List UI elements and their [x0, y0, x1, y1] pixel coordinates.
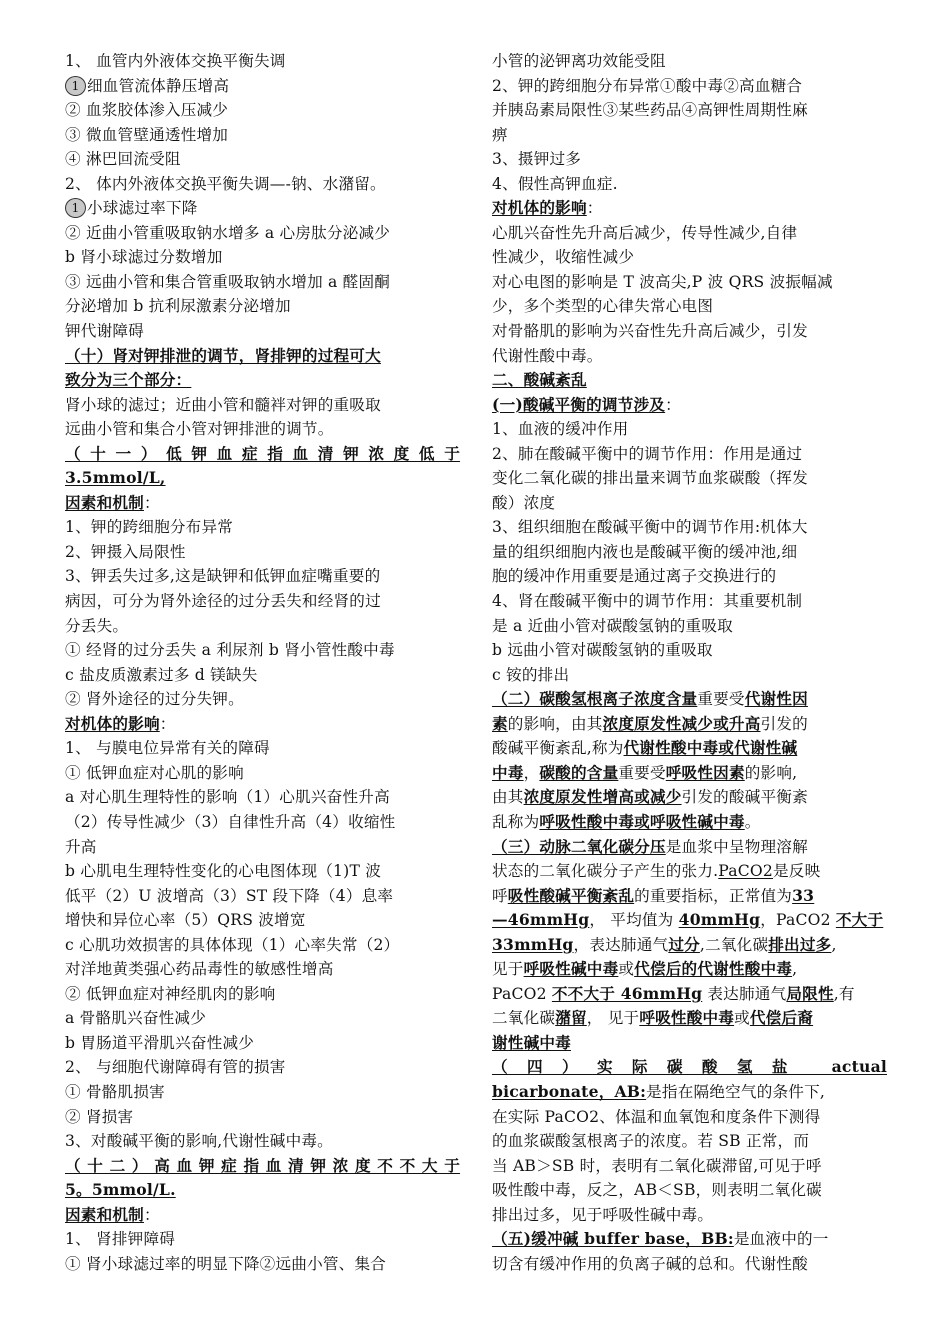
- text-segment: 是血浆中呈物理溶解: [665, 837, 808, 856]
- text-line: [492, 663, 887, 688]
- text-line: [65, 884, 460, 909]
- circled-number-marker: 1: [65, 76, 86, 96]
- emphasized-text: （四）实际碳酸氢盐 actual: [492, 1057, 887, 1077]
- text-line: [492, 589, 887, 614]
- text-line: [65, 319, 460, 344]
- text-segment: 2、 体内外液体交换平衡失调—-钠、水潴留。: [65, 174, 386, 193]
- text-segment: ：: [143, 1205, 160, 1224]
- text-segment: ① 低钾血症对心肌的影响: [65, 763, 244, 782]
- text-segment: ② 肾损害: [65, 1107, 134, 1126]
- text-segment: 分泌增加 b 抗利尿激素分泌增加: [65, 297, 291, 316]
- text-line: [65, 1105, 460, 1130]
- text-line: [492, 1006, 887, 1031]
- text-line: [65, 614, 460, 639]
- text-line: [65, 663, 460, 688]
- emphasized-text: 吸性酸碱平衡紊乱: [507, 885, 635, 905]
- text-line: [65, 368, 460, 393]
- emphasized-text: 对机体的影响: [65, 713, 160, 733]
- text-line: [65, 1031, 460, 1056]
- text-line: [492, 1129, 887, 1154]
- text-segment: b 肾小球滤过分数增加: [65, 248, 223, 267]
- text-segment: ② 肾外途径的过分失钾。: [65, 690, 244, 709]
- text-line: [492, 1154, 887, 1179]
- text-line: [492, 1105, 887, 1130]
- emphasized-text: 中毒: [492, 762, 524, 782]
- emphasized-text: (一)酸碱平衡的调节涉及: [492, 394, 666, 414]
- text-segment: 在实际 PaCO2、体温和血氧饱和度条件下测得: [492, 1107, 821, 1126]
- emphasized-text: PaCO2: [718, 862, 774, 881]
- emphasized-text: 3.5mmol/L,: [65, 468, 166, 488]
- text-line: [492, 98, 887, 123]
- text-line: [492, 908, 887, 933]
- emphasized-text: 代偿后的代谢性酸中毒: [634, 959, 793, 979]
- emphasized-text: 代谢性因: [744, 689, 808, 709]
- text-line: [492, 1227, 887, 1252]
- text-line: [492, 466, 887, 491]
- text-segment: 引发的酸碱平衡紊: [681, 788, 808, 807]
- text-line: [492, 1178, 887, 1203]
- emphasized-text: 33mmHg: [492, 934, 574, 954]
- text-line: [65, 294, 460, 319]
- text-segment: c 心肌功效损害的具体体现（1）心率失常（2）: [65, 935, 400, 954]
- text-segment: ，PaCO2: [760, 911, 836, 930]
- text-segment: ：: [665, 395, 681, 414]
- text-segment: 增快和异位心率（5）QRS 波增宽: [65, 911, 306, 930]
- text-line: [65, 712, 460, 737]
- text-segment: 乱称为: [492, 812, 540, 831]
- text-line: [492, 785, 887, 810]
- emphasized-text: 致分为三个部分：: [65, 370, 192, 390]
- emphasized-text: 因素和机制: [65, 492, 144, 512]
- text-segment: 4、肾在酸碱平衡中的调节作用：其重要机制: [492, 592, 803, 611]
- text-line: [492, 884, 887, 909]
- emphasized-text: 二、酸碱紊乱: [492, 370, 587, 390]
- text-line: [65, 1154, 460, 1179]
- emphasized-text: 过分: [668, 934, 700, 954]
- text-line: [492, 196, 887, 221]
- text-segment: 酸）浓度: [492, 493, 556, 512]
- text-line: [492, 1080, 887, 1105]
- emphasized-text: 40mmHg: [678, 910, 761, 930]
- text-line: [492, 614, 887, 639]
- text-line: [65, 344, 460, 369]
- text-segment: 见于: [492, 960, 524, 979]
- text-segment: a 骨骼肌兴奋性减少: [65, 1009, 207, 1028]
- text-segment: 3、对酸碱平衡的影响,代谢性碱中毒。: [65, 1132, 333, 1151]
- text-segment: 呼: [492, 886, 508, 905]
- text-line: [492, 540, 887, 565]
- text-line: [65, 466, 460, 491]
- text-line: [65, 1227, 460, 1252]
- text-segment: ：: [159, 714, 176, 733]
- text-line: [492, 147, 887, 172]
- text-segment: 少，多个类型的心律失常心电图: [492, 297, 714, 316]
- text-segment: 二氧化碳: [492, 1009, 556, 1028]
- text-segment: 是反映: [773, 862, 821, 881]
- left-column: [65, 49, 460, 1276]
- text-segment: ，表达肺通气: [573, 935, 669, 954]
- text-line: [492, 810, 887, 835]
- text-segment: ， 平均值为: [589, 911, 679, 930]
- text-segment: 的血浆碳酸氢根离子的浓度。若 SB 正常，而: [492, 1132, 810, 1151]
- text-segment: ① 骨骼肌损害: [65, 1082, 165, 1101]
- text-line: [65, 785, 460, 810]
- emphasized-text: 33: [792, 885, 815, 905]
- emphasized-text: —46mmHg: [492, 910, 590, 930]
- text-segment: 表达肺通气: [702, 984, 787, 1003]
- text-segment: 细血管流体静压增高: [87, 76, 230, 95]
- text-line: [65, 1178, 460, 1203]
- text-segment: 胞的缓冲作用重要是通过离子交换进行的: [492, 567, 777, 586]
- text-segment: 远曲小管和集合小管对钾排泄的调节。: [65, 420, 334, 439]
- text-segment: ：: [143, 493, 160, 512]
- text-segment: 是血液中的一: [733, 1230, 829, 1249]
- text-line: [492, 245, 887, 270]
- emphasized-text: 对机体的影响: [492, 198, 587, 218]
- text-segment: 1、 血管内外液体交换平衡失调: [65, 52, 286, 70]
- text-segment: 或: [734, 1009, 750, 1028]
- text-line: [65, 1055, 460, 1080]
- text-line: [65, 1203, 460, 1228]
- text-segment: ③ 远曲小管和集合管重吸取钠水增加 a 醛固酮: [65, 272, 391, 291]
- text-segment: 的影响，由其: [507, 714, 603, 733]
- emphasized-text: （五)缓冲碱 buffer base，BB:: [492, 1229, 734, 1249]
- emphasized-text: 排出过多: [768, 934, 832, 954]
- text-segment: ,二氧化碳: [699, 935, 769, 954]
- text-segment: 并胰岛素局限性③某些药品④高钾性周期性麻: [492, 101, 808, 120]
- text-segment: 3、摄钾过多: [492, 150, 582, 169]
- text-segment: ① 肾小球滤过率的明显下降②远曲小管、集合: [65, 1254, 387, 1273]
- text-segment: 对洋地黄类强心药品毒性的敏感性增高: [65, 960, 334, 979]
- emphasized-text: 碳酸的含量: [539, 762, 619, 782]
- text-line: [492, 515, 887, 540]
- emphasized-text: （十一）低钾血症指血清钾浓度低于: [65, 443, 460, 463]
- text-segment: 量的组织细胞内液也是酸碱平衡的缓冲池,细: [492, 542, 798, 561]
- emphasized-text: 浓度原发性减少或升高: [602, 713, 761, 733]
- text-line: [65, 221, 460, 246]
- text-segment: 或: [618, 960, 635, 979]
- text-line: [65, 589, 460, 614]
- text-line: [492, 393, 887, 418]
- emphasized-text: 代偿后裔: [749, 1008, 814, 1028]
- text-line: [65, 442, 460, 467]
- text-line: [492, 344, 887, 369]
- text-segment: ③ 微血管壁通透性增加: [65, 125, 229, 144]
- text-segment: 对心电图的影响是 T 波高尖,P 波 QRS 波振幅减: [492, 272, 833, 291]
- text-segment: 病因，可分为肾外途径的过分丢失和经肾的过: [65, 592, 381, 611]
- text-line: [65, 957, 460, 982]
- text-segment: ,: [831, 935, 837, 954]
- right-column: [492, 49, 887, 1276]
- emphasized-text: 呼吸性因素: [665, 762, 745, 782]
- emphasized-text: （十）肾对钾排泄的调节，肾排钾的过程可大: [65, 345, 381, 365]
- text-segment: b 胃肠道平滑肌兴奋性减少: [65, 1033, 255, 1052]
- text-segment: 小球滤过率下降: [87, 199, 198, 218]
- text-segment: 排出过多，见于呼吸性碱中毒。: [492, 1205, 714, 1224]
- text-segment: 2、钾摄入局限性: [65, 542, 186, 561]
- emphasized-text: 潴留: [555, 1008, 587, 1028]
- text-line: [65, 761, 460, 786]
- text-line: [492, 736, 887, 761]
- text-line: [65, 1080, 460, 1105]
- text-segment: 是指在隔绝空气的条件下,: [646, 1082, 826, 1101]
- text-line: [492, 712, 887, 737]
- text-segment: 1、 肾排钾障碍: [65, 1230, 176, 1249]
- text-segment: 痹: [492, 125, 508, 144]
- text-segment: PaCO2: [492, 984, 552, 1003]
- emphasized-text: 谢性碱中毒: [492, 1032, 571, 1052]
- text-segment: 的影响,: [744, 763, 798, 782]
- text-segment: 3、组织细胞在酸碱平衡中的调节作用:机体大: [492, 518, 808, 537]
- text-segment: 升高: [65, 837, 97, 856]
- text-segment: 2、 与细胞代谢障碍有管的损害: [65, 1058, 286, 1077]
- text-line: [65, 98, 460, 123]
- text-line: [65, 270, 460, 295]
- emphasized-text: 呼吸性碱中毒: [523, 959, 619, 979]
- text-line: [492, 294, 887, 319]
- text-line: [492, 123, 887, 148]
- text-line: [492, 933, 887, 958]
- text-segment: 分丢失。: [65, 616, 129, 635]
- text-line: [65, 491, 460, 516]
- text-segment: 当 AB＞SB 时，表明有二氧化碳滞留,可见于呼: [492, 1156, 822, 1175]
- text-segment: 酸碱平衡紊乱,称为: [492, 739, 624, 758]
- text-segment: a 对心肌生理特性的影响（1）心肌兴奋性升高: [65, 788, 390, 807]
- text-line: [492, 859, 887, 884]
- emphasized-text: 不大于: [835, 910, 884, 930]
- text-segment: 代谢性酸中毒。: [492, 346, 603, 365]
- emphasized-text: 素: [492, 713, 508, 733]
- text-line: [492, 1203, 887, 1228]
- text-segment: 切含有缓冲作用的负离子碱的总和。代谢性酸: [492, 1254, 808, 1273]
- text-line: [492, 835, 887, 860]
- emphasized-text: 不不大于 46mmHg: [551, 983, 703, 1003]
- text-line: [492, 1252, 887, 1277]
- emphasized-text: （三）动脉二氧化碳分压: [492, 836, 666, 856]
- text-segment: 对骨骼肌的影响为兴奋性先升高后减少，引发: [492, 322, 808, 341]
- text-segment: ② 血浆胶体渗入压减少: [65, 101, 229, 120]
- text-segment: 钾代谢障碍: [65, 322, 144, 341]
- text-line: [492, 442, 887, 467]
- text-segment: 由其: [492, 788, 524, 807]
- text-segment: 4、假性高钾血症.: [492, 174, 618, 193]
- text-segment: 是 a 近曲小管对碳酸氢钠的重吸取: [492, 616, 733, 635]
- text-line: [492, 1031, 887, 1056]
- text-line: [65, 982, 460, 1007]
- text-segment: 肾小球的滤过；近曲小管和髓袢对钾的重吸取: [65, 395, 381, 414]
- text-segment: ,: [792, 960, 798, 979]
- emphasized-text: 局限性: [786, 983, 834, 1003]
- text-line: [65, 1252, 460, 1277]
- text-line: [65, 908, 460, 933]
- text-segment: 重要受: [618, 763, 666, 782]
- text-segment: 2、肺在酸碱平衡中的调节作用：作用是通过: [492, 444, 803, 463]
- text-segment: 性减少，收缩性减少: [492, 248, 635, 267]
- text-segment: 重要受: [697, 690, 745, 709]
- text-line: [492, 491, 887, 516]
- text-segment: ① 经肾的过分丢失 a 利尿剂 b 肾小管性酸中毒: [65, 641, 395, 660]
- emphasized-text: 浓度原发性增高或减少: [523, 787, 682, 807]
- text-line: [492, 49, 887, 74]
- text-line: [492, 687, 887, 712]
- text-segment: 。: [744, 812, 761, 831]
- emphasized-text: 呼吸性酸中毒: [639, 1008, 735, 1028]
- text-line: [65, 564, 460, 589]
- emphasized-text: （二）碳酸氢根离子浓度含量: [492, 689, 698, 709]
- emphasized-text: 代谢性酸中毒或代谢性碱: [623, 738, 798, 758]
- text-segment: 状态的二氧化碳分子产生的张力.: [492, 862, 719, 881]
- text-line: [65, 74, 460, 99]
- text-segment: b 远曲小管对碳酸氢钠的重吸取: [492, 641, 713, 660]
- text-line: [65, 687, 460, 712]
- text-line: [492, 74, 887, 99]
- text-line: [492, 564, 887, 589]
- text-segment: ④ 淋巴回流受阻: [65, 150, 181, 169]
- text-segment: 2、钾的跨细胞分布异常①酸中毒②高血糖合: [492, 76, 803, 95]
- text-line: [65, 810, 460, 835]
- text-line: [492, 1055, 887, 1080]
- text-line: [65, 736, 460, 761]
- text-segment: 小管的泌钾离功效能受阻: [492, 52, 666, 70]
- emphasized-text: bicarbonate，AB:: [492, 1081, 647, 1101]
- text-segment: 心肌兴奋性先升高后减少，传导性减少,自律: [492, 223, 798, 242]
- text-line: [65, 638, 460, 663]
- text-line: [492, 638, 887, 663]
- text-line: [492, 172, 887, 197]
- text-line: [65, 515, 460, 540]
- text-line: [492, 319, 887, 344]
- emphasized-text: 呼吸性酸中毒或呼吸性碱中毒: [539, 811, 745, 831]
- text-line: [65, 123, 460, 148]
- emphasized-text: 因素和机制: [65, 1204, 144, 1224]
- text-segment: ，: [523, 763, 540, 782]
- text-line: [492, 221, 887, 246]
- text-segment: 1、 与膜电位异常有关的障碍: [65, 739, 270, 758]
- text-segment: ② 低钾血症对神经肌肉的影响: [65, 984, 276, 1003]
- text-line: [65, 1129, 460, 1154]
- text-segment: b 心肌电生理特性变化的心电图体现（1)T 波: [65, 862, 381, 881]
- text-line: [492, 761, 887, 786]
- text-segment: 1、钾的跨细胞分布异常: [65, 518, 234, 537]
- text-segment: 3、钾丢失过多,这是缺钾和低钾血症嘴重要的: [65, 567, 381, 586]
- text-line: [65, 196, 460, 221]
- text-line: [65, 172, 460, 197]
- text-segment: c 铵的排出: [492, 665, 570, 684]
- text-line: [65, 49, 460, 74]
- text-segment: 1、血液的缓冲作用: [492, 420, 629, 439]
- text-line: [65, 393, 460, 418]
- text-line: [65, 835, 460, 860]
- text-line: [65, 245, 460, 270]
- text-line: [65, 859, 460, 884]
- text-line: [65, 1006, 460, 1031]
- text-segment: ② 近曲小管重吸取钠水增多 a 心房肽分泌减少: [65, 223, 391, 242]
- text-segment: c 盐皮质激素过多 d 镁缺失: [65, 665, 258, 684]
- text-segment: 的重要指标，正常值为: [634, 886, 793, 905]
- emphasized-text: 5。5mmol/L.: [65, 1180, 176, 1200]
- text-line: [492, 417, 887, 442]
- text-segment: 变化二氧化碳的排出量来调节血浆碳酸（挥发: [492, 469, 808, 488]
- text-segment: 吸性酸中毒，反之，AB＜SB，则表明二氧化碳: [492, 1181, 822, 1200]
- text-line: [492, 270, 887, 295]
- text-segment: ：: [586, 199, 603, 218]
- text-line: [65, 147, 460, 172]
- text-line: [492, 368, 887, 393]
- text-line: [492, 982, 887, 1007]
- text-segment: （2）传导性减少（3）自律性升高（4）收缩性: [65, 812, 396, 831]
- text-line: [492, 957, 887, 982]
- text-segment: 引发的: [760, 714, 808, 733]
- text-segment: ,有: [833, 984, 855, 1003]
- text-segment: 低平（2）U 波增高（3）ST 段下降（4）息率: [65, 886, 394, 905]
- emphasized-text: （十二）高血钾症指血清钾浓度不不大于: [65, 1155, 460, 1175]
- text-line: [65, 417, 460, 442]
- text-segment: ， 见于: [586, 1009, 640, 1028]
- text-line: [65, 933, 460, 958]
- text-line: [65, 540, 460, 565]
- circled-number-marker: 1: [65, 198, 86, 218]
